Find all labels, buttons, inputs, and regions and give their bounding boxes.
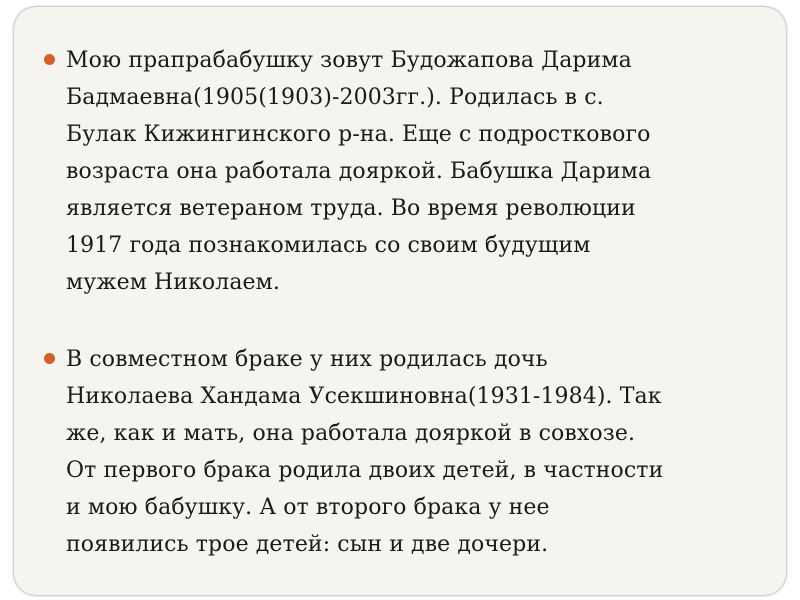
- text-line: мужем Николаем.: [66, 270, 280, 295]
- text-line: является ветераном труда. Во время революции: [66, 196, 636, 221]
- text-line: От первого брака родила двоих детей, в частности: [66, 458, 664, 483]
- text-line: Николаева Хандама Усекшиновна(1931-1984). Так: [66, 384, 662, 409]
- bullet-item-2: [44, 341, 774, 563]
- text-line: появились трое детей: сын и две дочери.: [66, 532, 549, 557]
- text-line: же, как и мать, она работала дояркой в совхозе.: [66, 421, 636, 446]
- text-line: Мою прапрабабушку зовут Будожапова Дарима: [66, 48, 632, 73]
- text-line: и мою бабушку. А от второго брака у нее: [66, 495, 550, 520]
- text-line: возраста она работала дояркой. Бабушка Дарима: [66, 159, 652, 184]
- bullet-text-1: [66, 42, 651, 301]
- bullet-list: [44, 42, 774, 563]
- text-line: Бадмаевна(1905(1903)-2003гг.). Родилась в с.: [66, 85, 604, 110]
- bullet-dot-icon: [44, 353, 55, 364]
- text-line: Булак Кижингинского р-на. Еще с подросткового: [66, 122, 651, 147]
- bullet-dot-icon: [44, 54, 55, 65]
- slide-card: [14, 7, 786, 595]
- bullet-text-2: [66, 341, 663, 563]
- text-line: В совместном браке у них родилась дочь: [66, 347, 548, 372]
- text-line: 1917 года познакомилась со своим будущим: [66, 233, 591, 258]
- bullet-item-1: [44, 42, 774, 301]
